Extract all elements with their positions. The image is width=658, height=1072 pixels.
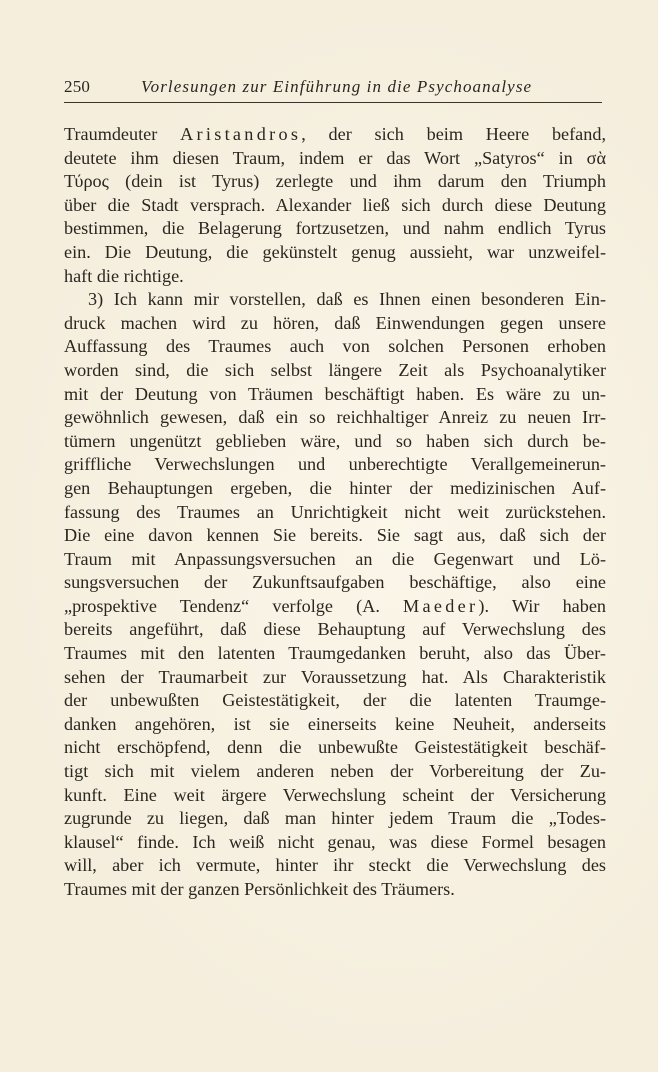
text-line: mit der Deutung von Träumen beschäftigt haben. Es wäre zu un- <box>64 383 606 404</box>
text-line: bestimmen, die Belagerung fortzusetzen, und nahm endlich Tyrus <box>64 218 606 239</box>
text-line: will, aber ich vermute, hinter ihr steckt die Verwechslung des <box>64 855 606 876</box>
text-line: kunft. Eine weit ärgere Verwechslung scheint der Versicherung <box>64 784 606 805</box>
text-line: der unbewußten Geistestätigkeit, der die latenten Traumge- <box>64 690 606 711</box>
spaced-name: Aristandros <box>180 124 302 144</box>
text-line: druck machen wird zu hören, daß Einwendungen gegen unsere <box>64 312 606 333</box>
text-line: Auffassung des Traumes auch von solchen Personen erhoben <box>64 336 606 357</box>
text-line: zugrunde zu liegen, daß man hinter jedem Traum die „Todes- <box>64 808 606 829</box>
text-line: Traumes mit der ganzen Persönlichkeit des Träumers. <box>64 879 455 899</box>
text-line <box>64 123 606 147</box>
text-line: haft die richtige. <box>64 265 184 286</box>
text-segment: Traumdeuter <box>64 124 181 144</box>
text-line: tümern ungenützt geblieben wäre, und so haben sich durch be- <box>64 430 606 451</box>
text-line: klausel“ finde. Ich weiß nicht genau, was diese Formel besagen <box>64 831 606 852</box>
text-line: griffliche Verwechslungen und unberechtigte Verallgemeinerun- <box>64 454 606 475</box>
page-number: 250 <box>64 77 91 96</box>
text-line: deutete ihm diesen Traum, indem er das Wort „Satyros“ in σὰ <box>64 147 606 168</box>
running-title: Vorlesungen zur Einführung in die Psychoanalyse <box>141 77 533 96</box>
text-line: Traumes mit den latenten Traumgedanken beruht, also das Über- <box>64 643 606 664</box>
running-header <box>64 76 606 102</box>
text-line: gewöhnlich gewesen, daß ein so reichhaltiger Anreiz zu neuen Irr- <box>64 407 606 428</box>
text-line: ein. Die Deutung, die gekünstelt genug aussieht, war unzweifel- <box>64 241 606 262</box>
text-line: bereits angeführt, daß diese Behauptung auf Verwechslung des <box>64 619 606 640</box>
text-line: Die eine davon kennen Sie bereits. Sie sagt aus, daß sich der <box>64 525 606 546</box>
text-line: danken angehören, ist sie einerseits keine Neuheit, anderseits <box>64 713 606 734</box>
text-line: 3) Ich kann mir vorstellen, daß es Ihnen einen besonderen Ein- <box>88 289 606 310</box>
text-line: nicht erschöpfend, denn die unbewußte Geistestätigkeit beschäf- <box>64 737 606 758</box>
spaced-name: Maeder <box>403 595 479 616</box>
text-line <box>64 595 606 619</box>
text-line: sungsversuchen der Zukunftsaufgaben beschäftige, also eine <box>64 572 606 593</box>
text-line: fassung des Traumes an Unrichtigkeit nicht weit zurückstehen. <box>64 501 606 522</box>
text-line: über die Stadt versprach. Alexander ließ sich durch diese Deutung <box>64 194 606 215</box>
body-text <box>64 123 606 902</box>
text-line: tigt sich mit vielem anderen neben der Vorbereitung der Zu- <box>64 761 606 782</box>
text-segment: , der sich beim Heere befand, <box>301 124 606 144</box>
text-segment: „prospektive Tendenz“ verfolge (A. <box>64 595 404 616</box>
header-rule <box>64 102 602 103</box>
text-line: Traum mit Anpassungsversuchen an die Gegenwart und Lö- <box>64 548 606 569</box>
text-line: sehen der Traumarbeit zur Voraussetzung hat. Als Charakteristik <box>64 666 606 687</box>
text-line: Τύρος (dein ist Tyrus) zerlegte und ihm darum den Triumph <box>64 171 606 192</box>
text-line: gen Behauptungen ergeben, die hinter der medizinischen Auf- <box>64 477 606 498</box>
text-segment: ). Wir haben <box>478 595 606 616</box>
text-line: worden sind, die sich selbst längere Zeit als Psychoanalytiker <box>64 359 606 380</box>
